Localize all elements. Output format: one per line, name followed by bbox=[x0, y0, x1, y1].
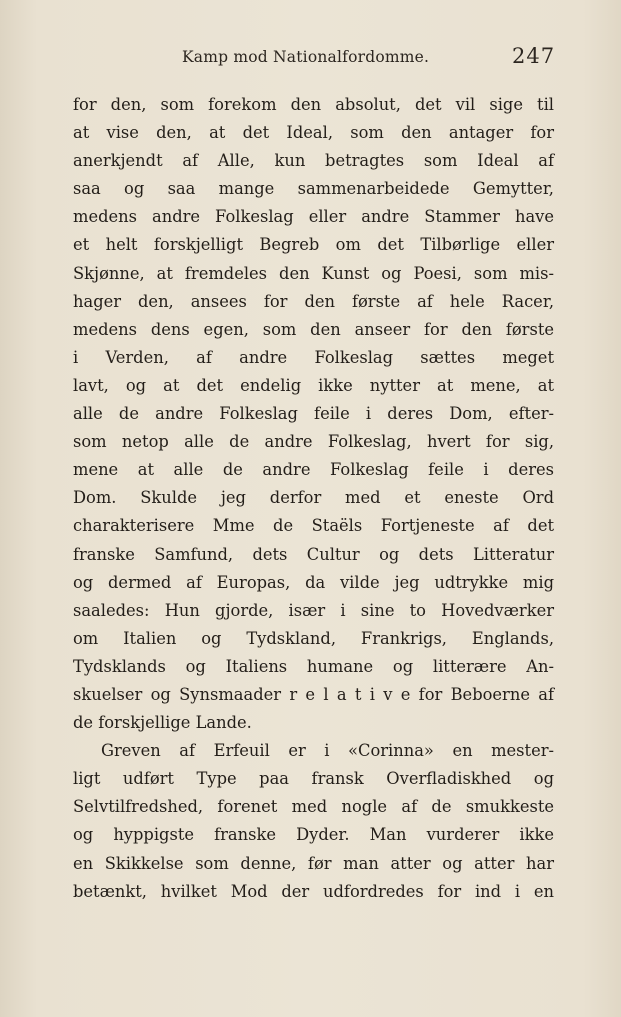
text-line: Tydsklands og Italiens humane og litterære An- bbox=[73, 656, 554, 676]
text-line: som netop alle de andre Folkeslag, hvert for sig, bbox=[73, 432, 554, 452]
text-line: skuelser og Synsmaader r e l a t i v e for Beboerne af bbox=[73, 684, 554, 704]
text-line: medens dens egen, som den anseer for den første bbox=[73, 319, 554, 339]
page-header bbox=[0, 44, 621, 74]
text-line: mene at alle de andre Folkeslag feile i deres bbox=[73, 460, 554, 480]
text-line: om Italien og Tydskland, Frankrigs, Englands, bbox=[73, 628, 554, 648]
text-line: franske Samfund, dets Cultur og dets Litteratur bbox=[73, 544, 554, 564]
text-line: Skjønne, at fremdeles den Kunst og Poesi, som mis- bbox=[73, 263, 554, 283]
text-line: betænkt, hvilket Mod der udfordredes for ind i en bbox=[73, 881, 554, 901]
text-line: saa og saa mange sammenarbeidede Gemytter, bbox=[73, 179, 554, 199]
text-line: lavt, og at det endelig ikke nytter at mene, at bbox=[73, 375, 554, 395]
text-line: Dom. Skulde jeg derfor med et eneste Ord bbox=[73, 488, 554, 508]
text-line: et helt forskjelligt Begreb om det Tilbørlige eller bbox=[73, 235, 554, 255]
body-text bbox=[73, 91, 554, 906]
text-line: Selvtilfredshed, forenet med nogle af de smukkeste bbox=[73, 797, 554, 817]
page-number: 247 bbox=[512, 44, 556, 68]
text-line: i Verden, af andre Folkeslag sættes meget bbox=[73, 347, 554, 367]
text-line: og hyppigste franske Dyder. Man vurderer ikke bbox=[73, 825, 554, 845]
text-line: charakterisere Mme de Staëls Fortjeneste af det bbox=[73, 516, 554, 536]
text-line: ligt udført Type paa fransk Overfladiskhed og bbox=[73, 769, 554, 789]
text-line: alle de andre Folkeslag feile i deres Dom, efter- bbox=[73, 404, 554, 424]
text-line: en Skikkelse som denne, før man atter og atter har bbox=[73, 853, 554, 873]
text-line: saaledes: Hun gjorde, især i sine to Hovedværker bbox=[73, 600, 554, 620]
text-line: medens andre Folkeslag eller andre Stammer have bbox=[73, 207, 554, 227]
text-line: for den, som forekom den absolut, det vil sige til bbox=[73, 95, 554, 114]
text-line: de forskjellige Lande. bbox=[73, 713, 252, 733]
text-line: og dermed af Europas, da vilde jeg udtrykke mig bbox=[73, 572, 554, 592]
text-line: at vise den, at det Ideal, som den antager for bbox=[73, 123, 554, 143]
text-line: Greven af Erfeuil er i «Corinna» en mester- bbox=[101, 741, 554, 761]
text-line: anerkjendt af Alle, kun betragtes som Ideal af bbox=[73, 151, 554, 171]
running-title: Kamp mod Nationalfordomme. bbox=[182, 48, 430, 66]
text-line: hager den, ansees for den første af hele Racer, bbox=[73, 291, 554, 311]
